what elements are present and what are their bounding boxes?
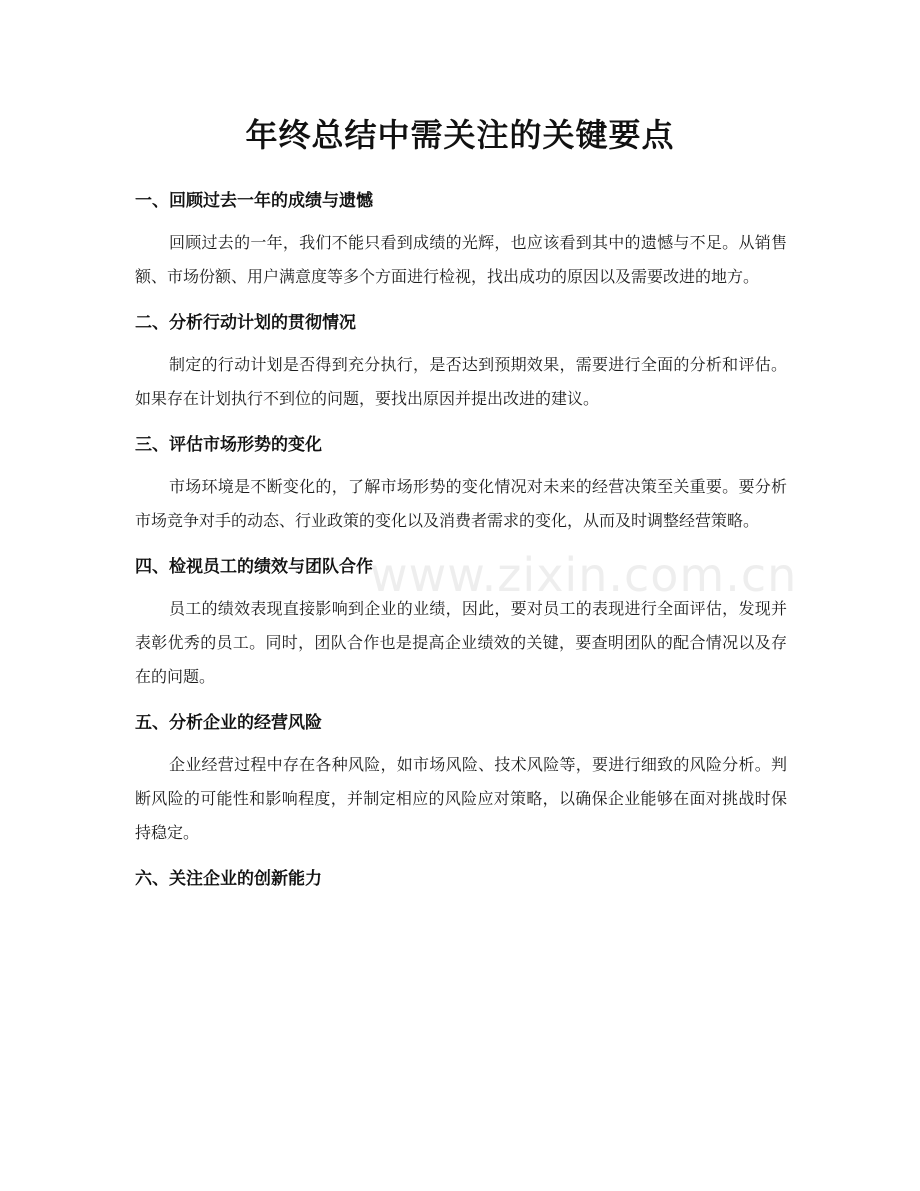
section-heading: 五、分析企业的经营风险 (135, 713, 322, 733)
section-heading: 四、检视员工的绩效与团队合作 (135, 557, 373, 577)
section-5 (135, 706, 787, 850)
section-heading: 一、回顾过去一年的成绩与遗憾 (135, 191, 373, 211)
watermark-text: www.zixin.com.cn (370, 548, 798, 602)
section-2 (135, 306, 787, 416)
document-body (135, 184, 787, 896)
section-4 (135, 550, 787, 694)
section-heading: 二、分析行动计划的贯彻情况 (135, 313, 356, 333)
section-6 (135, 862, 787, 896)
section-paragraph: 回顾过去的一年，我们不能只看到成绩的光辉，也应该看到其中的遗憾与不足。从销售额、市场份额、用户满意度等多个方面进行检视，找出成功的原因以及需要改进的地方。 (135, 233, 787, 286)
section-paragraph: 制定的行动计划是否得到充分执行，是否达到预期效果，需要进行全面的分析和评估。如果存在计划执行不到位的问题，要找出原因并提出改进的建议。 (135, 355, 787, 408)
page-title: 年终总结中需关注的关键要点 (245, 116, 675, 154)
section-paragraph: 员工的绩效表现直接影响到企业的业绩，因此，要对员工的表现进行全面评估，发现并表彰优秀的员工。同时，团队合作也是提高企业绩效的关键，要查明团队的配合情况以及存在的问题。 (135, 599, 787, 686)
section-heading: 三、评估市场形势的变化 (135, 435, 322, 455)
section-heading: 六、关注企业的创新能力 (135, 869, 322, 889)
section-3 (135, 428, 787, 538)
section-paragraph: 企业经营过程中存在各种风险，如市场风险、技术风险等，要进行细致的风险分析。判断风险的可能性和影响程度，并制定相应的风险应对策略，以确保企业能够在面对挑战时保持稳定。 (135, 755, 787, 842)
section-paragraph: 市场环境是不断变化的，了解市场形势的变化情况对未来的经营决策至关重要。要分析市场竞争对手的动态、行业政策的变化以及消费者需求的变化，从而及时调整经营策略。 (135, 477, 787, 530)
section-1 (135, 184, 787, 294)
